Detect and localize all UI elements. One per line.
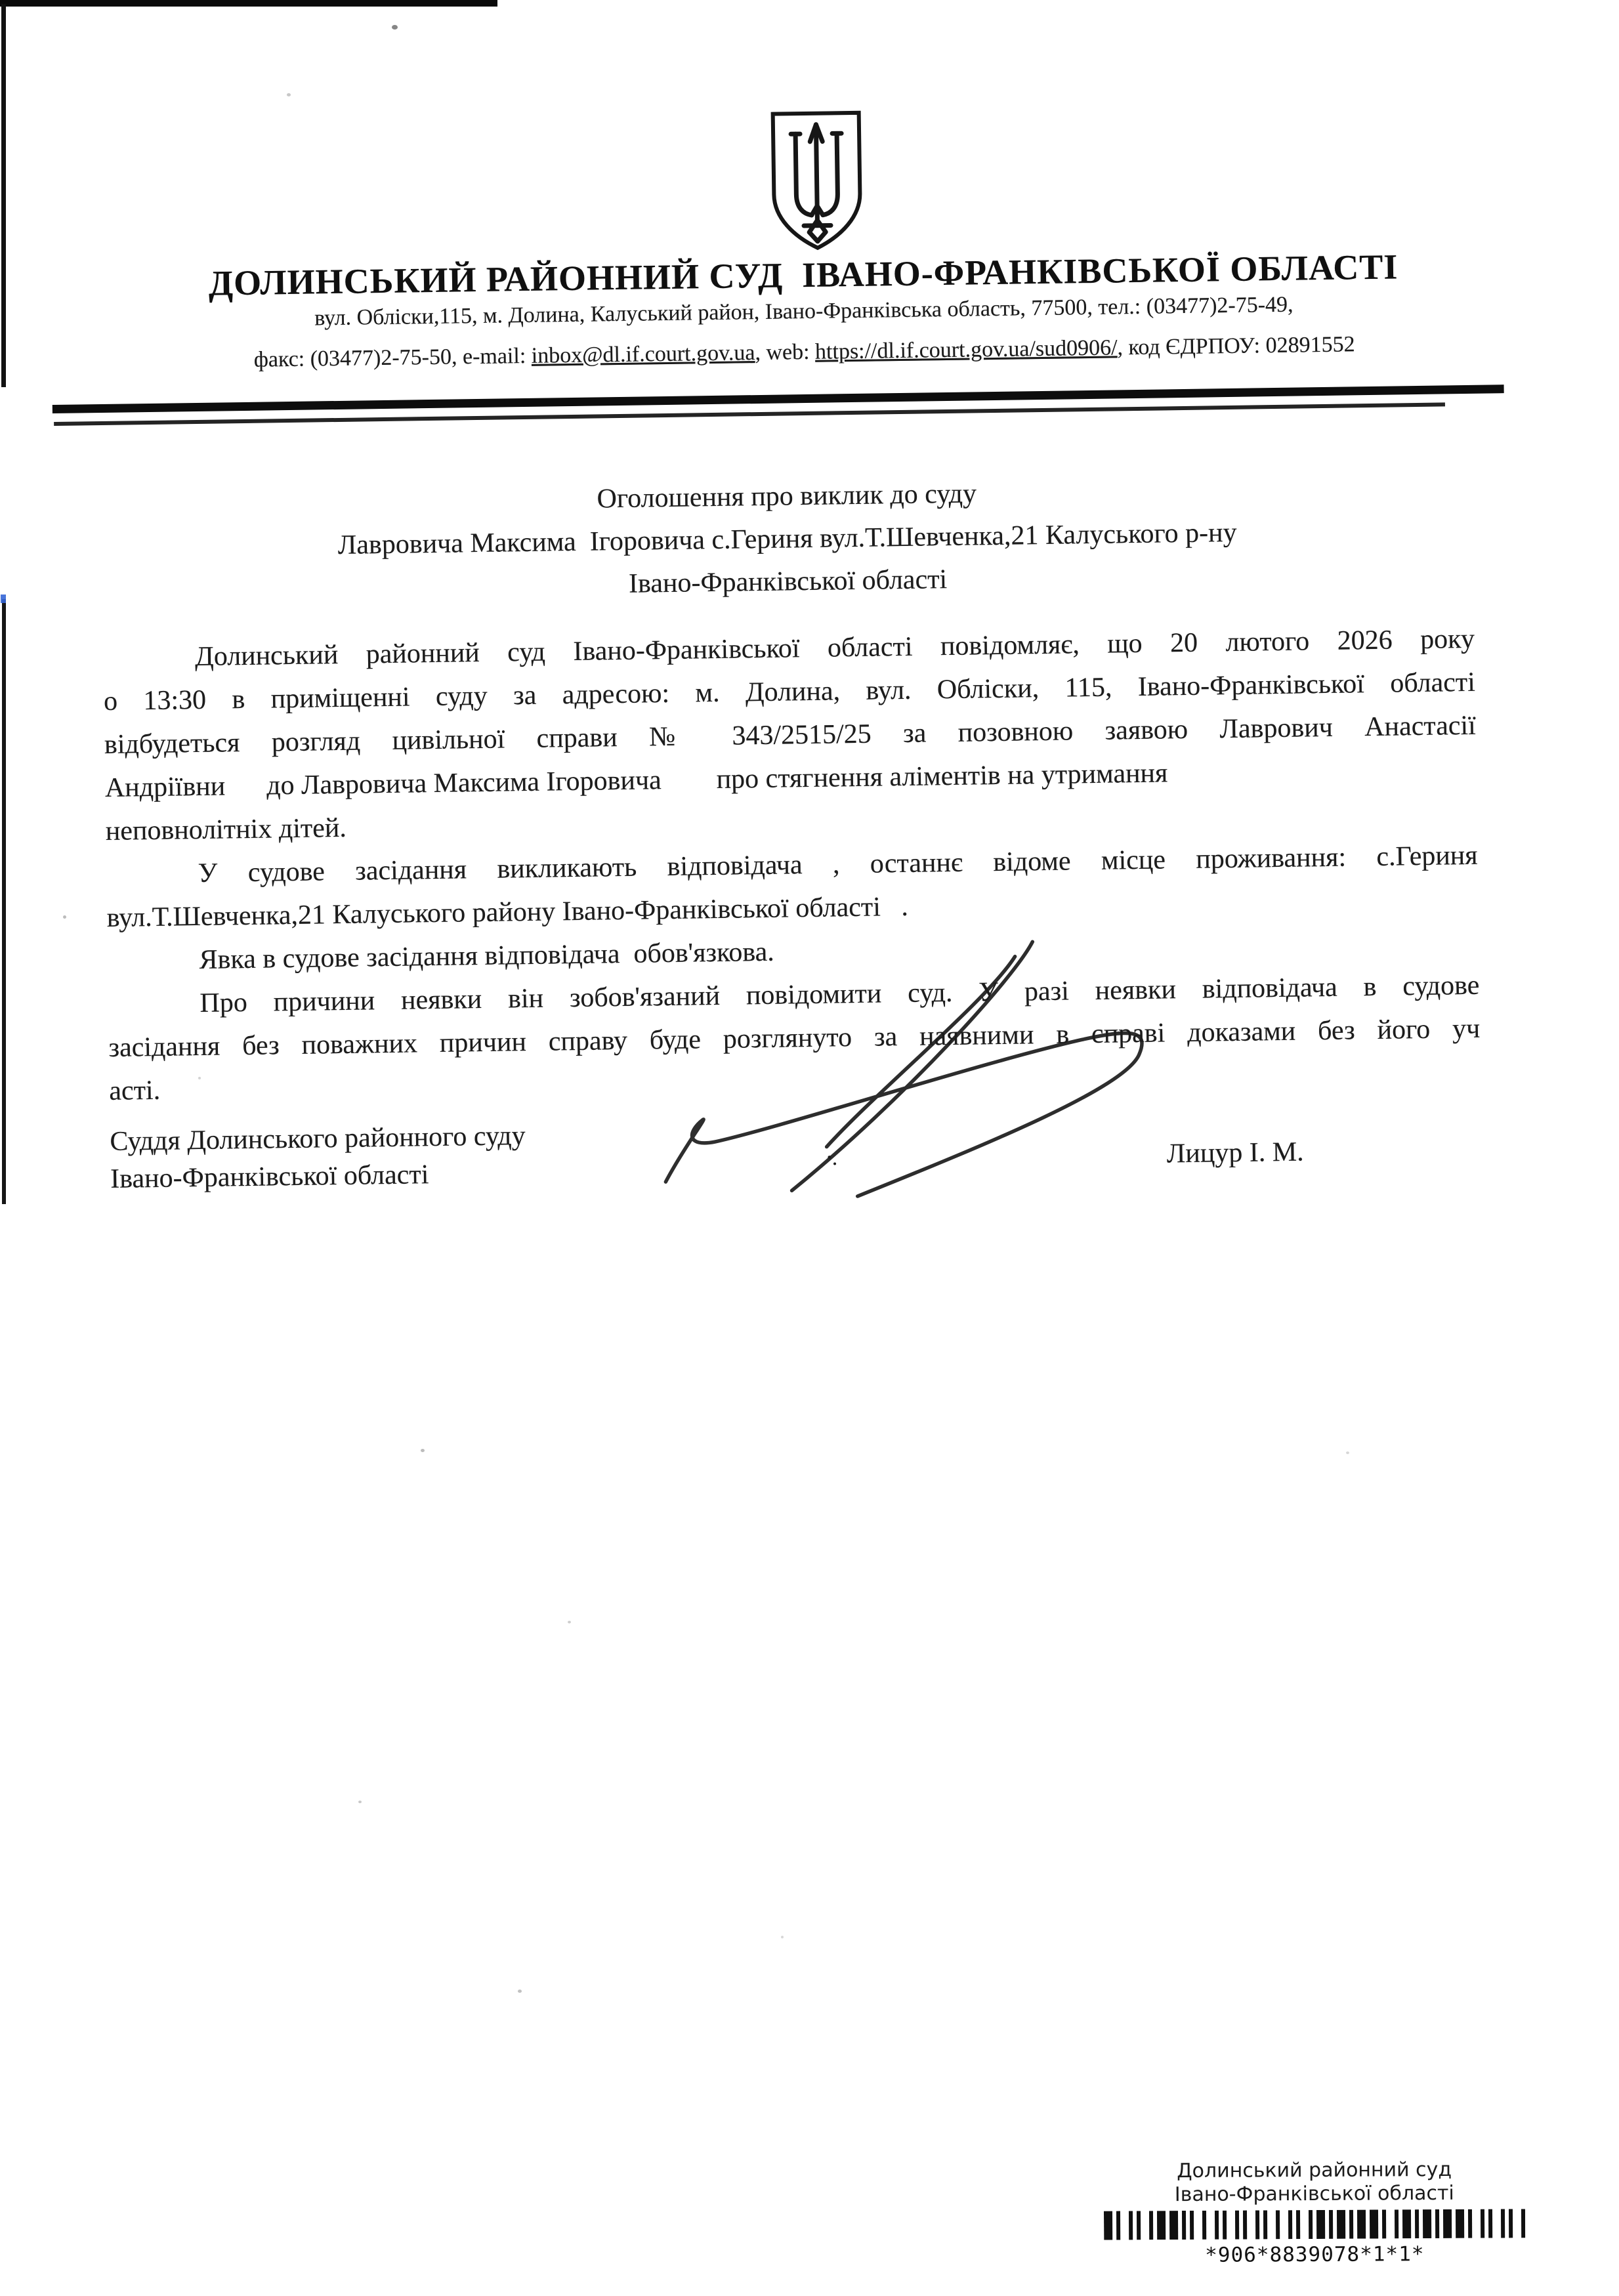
- court-website: https://dl.if.court.gov.ua/sud0906/: [814, 335, 1118, 364]
- edrpou-code: , код ЄДРПОУ: 02891552: [1117, 332, 1355, 360]
- letterhead-rule-thick: [53, 385, 1504, 413]
- notice-line: вул.Т.Шевченка,21 Калуського району Івано-Франківської області .: [106, 891, 909, 933]
- barcode-text: *906*8839078*1*1*: [1205, 2242, 1425, 2267]
- notice-line: асті.: [109, 1075, 161, 1106]
- registration-barcode: [1104, 2209, 1525, 2240]
- judge-role: [110, 1117, 526, 1198]
- judge-name: Лицур І. М.: [1166, 1137, 1304, 1169]
- stamp-court-region: Івано-Франківської області: [1174, 2181, 1454, 2207]
- notice-line: Про причини неявки він зобов'язаний повідомити суд. У разі неявки відповідача в судове: [200, 970, 1480, 1018]
- notice-line: о 13:30 в приміщенні суду за адресою: м. Долина, вул. Обліски, 115, Івано-Франківської області: [103, 667, 1476, 717]
- web-label: , web:: [755, 339, 816, 365]
- ukraine-trident-emblem-icon: [768, 110, 866, 252]
- fax-label: факс: (03477)2-75-50, e-mail:: [253, 343, 532, 372]
- notice-line: У судове засідання викликають відповідача , останнє відоме місце проживання: с.Гериня: [198, 840, 1478, 889]
- court-address-line: вул. Обліски,115, м. Долина, Калуський район, Івано-Франківська область, 77500, тел.: (03477)2-75-49,: [314, 292, 1293, 331]
- registration-stamp: [1019, 2158, 1610, 2268]
- notice-line: Долинський районний суд Івано-Франківської області повідомляє, що 20 лютого 2026 року: [194, 623, 1475, 673]
- court-email: inbox@dl.if.court.gov.ua: [531, 341, 755, 368]
- notice-line: Андріївни до Лавровича Максима Ігоровича про стягнення аліментів на утримання: [104, 758, 1168, 803]
- handwritten-signature-icon: [645, 899, 1188, 1228]
- court-name-title: ДОЛИНСЬКИЙ РАЙОННИЙ СУД ІВАНО-ФРАНКІВСЬКОЇ ОБЛАСТІ: [208, 247, 1398, 303]
- notice-addressee-region: Івано-Франківської області: [628, 564, 948, 599]
- judge-role-line: Івано-Франківської області: [110, 1159, 429, 1194]
- judge-role-line: Суддя Долинського районного суду: [110, 1121, 526, 1157]
- notice-line: Явка в судове засідання відповідача обов'язкова.: [199, 936, 775, 976]
- notice-addressee: Лавровича Максима Ігоровича с.Гериня вул.Т.Шевченка,21 Калуського р-ну: [337, 517, 1237, 560]
- notice-line: неповнолітніх дітей.: [105, 812, 347, 846]
- notice-line: відбудеться розгляд цивільної справи № 343/2515/25 за позовною заявою Лаврович Анастасії: [104, 710, 1477, 760]
- court-contacts-line: [93, 330, 1517, 375]
- notice-line: засідання без поважних причин справу буде розглянуто за наявними в справі доказами без його уч: [108, 1013, 1481, 1063]
- notice-title: Оголошення про виклик до суду: [597, 478, 977, 514]
- stamp-court-name: Долинський районний суд: [1177, 2158, 1452, 2183]
